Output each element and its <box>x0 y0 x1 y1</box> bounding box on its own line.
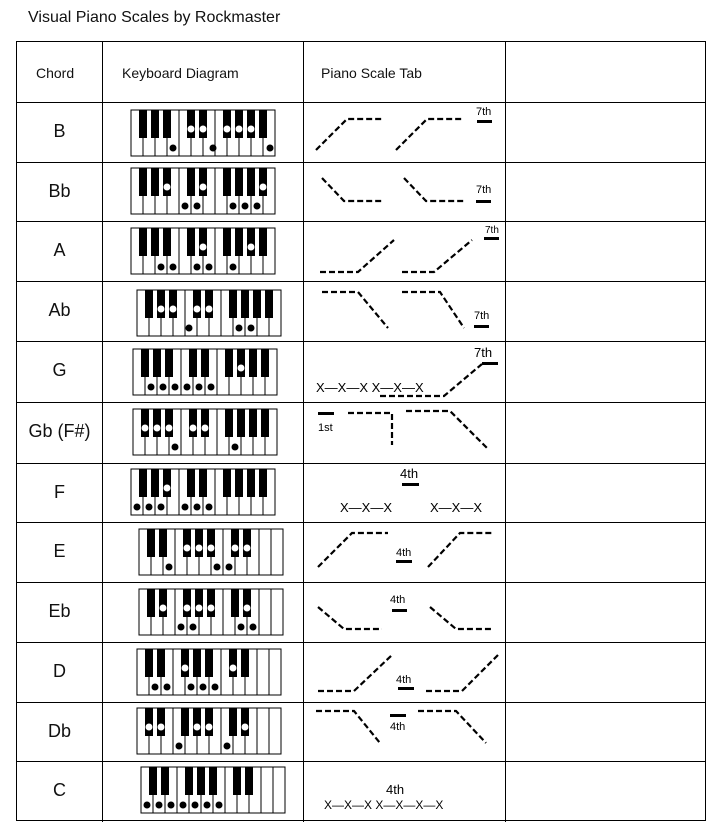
keyboard-diagram <box>103 762 303 822</box>
chord-cell <box>17 523 103 582</box>
notes-cell <box>506 282 705 341</box>
keyboard-diagram <box>103 163 303 222</box>
keyboard-cell <box>103 342 304 402</box>
tab-cell <box>304 342 506 402</box>
scales-table <box>16 41 706 821</box>
scale-tab <box>304 643 506 703</box>
tab-notes: X—X—X X—X—X—X <box>324 798 444 812</box>
table-row <box>17 163 705 222</box>
header-keyboard: Keyboard Diagram <box>122 65 239 81</box>
chord-name: F <box>54 482 65 502</box>
scale-tab <box>304 342 506 403</box>
keyboard-diagram <box>103 703 303 762</box>
keyboard-cell <box>103 282 304 341</box>
table-row <box>17 703 705 762</box>
chord-cell <box>17 643 103 702</box>
keyboard-diagram <box>103 222 303 282</box>
tab-notes-right: X—X—X <box>430 500 483 515</box>
notes-cell <box>506 464 705 522</box>
chord-name: Bb <box>48 181 71 201</box>
notes-cell <box>506 703 705 761</box>
header-tab-cell <box>304 42 506 102</box>
keyboard-diagram <box>103 403 303 464</box>
chord-name: Db <box>47 721 71 741</box>
chord-cell <box>17 103 103 162</box>
keyboard-diagram <box>103 464 303 523</box>
chord-cell <box>17 762 103 822</box>
keyboard-cell <box>103 523 304 582</box>
scale-tab <box>304 222 506 282</box>
keyboard-cell <box>103 103 304 162</box>
tab-label: 4th <box>390 594 406 606</box>
tab-label: 4th <box>396 547 412 559</box>
tab-label: 4th <box>400 466 419 481</box>
table-row <box>17 762 705 822</box>
chord-cell <box>17 282 103 341</box>
tab-label: 4th <box>390 721 406 733</box>
tab-label: 7th <box>474 345 493 360</box>
tab-cell <box>304 523 506 582</box>
keyboard-diagram <box>103 523 303 583</box>
header-tab: Piano Scale Tab <box>321 65 422 81</box>
tab-label: 7th <box>474 310 490 322</box>
chord-name: Eb <box>48 601 71 621</box>
notes-cell <box>506 163 705 221</box>
tab-notes: X—X—X X—X—X <box>316 380 424 395</box>
keyboard-cell <box>103 222 304 281</box>
table-row <box>17 222 705 282</box>
keyboard-cell <box>103 703 304 761</box>
tab-label: 1st <box>318 422 333 434</box>
scale-tab <box>304 583 506 643</box>
scale-tab <box>304 403 506 464</box>
keyboard-diagram <box>103 342 303 403</box>
header-keyboard-cell <box>103 42 304 102</box>
tab-notes-left: X—X—X <box>340 500 393 515</box>
scale-tab <box>304 464 506 523</box>
table-row <box>17 342 705 403</box>
keyboard-cell <box>103 762 304 822</box>
chord-name: Gb (F#) <box>28 421 91 441</box>
tab-label: 7th <box>476 184 492 196</box>
tab-cell <box>304 464 506 522</box>
tab-label: 7th <box>485 225 499 236</box>
tab-cell <box>304 282 506 341</box>
keyboard-cell <box>103 643 304 702</box>
tab-cell <box>304 583 506 642</box>
notes-cell <box>506 523 705 582</box>
chord-name: C <box>53 780 66 800</box>
header-row <box>17 42 705 103</box>
tab-label: 4th <box>386 782 405 797</box>
notes-cell <box>506 403 705 463</box>
tab-label: 4th <box>396 674 412 686</box>
tab-cell <box>304 163 506 221</box>
keyboard-cell <box>103 163 304 221</box>
notes-cell <box>506 222 705 281</box>
table-row <box>17 103 705 163</box>
keyboard-diagram <box>103 282 303 342</box>
tab-cell <box>304 403 506 463</box>
chord-cell <box>17 163 103 221</box>
keyboard-diagram <box>103 583 303 643</box>
chord-cell <box>17 342 103 402</box>
keyboard-diagram <box>103 103 303 163</box>
notes-cell <box>506 643 705 702</box>
notes-cell <box>506 762 705 822</box>
chord-cell <box>17 464 103 522</box>
table-row <box>17 403 705 464</box>
notes-cell <box>506 583 705 642</box>
tab-label: 7th <box>476 106 492 118</box>
scale-tab <box>304 163 506 222</box>
scale-tab <box>304 282 506 342</box>
header-empty-cell <box>506 42 705 102</box>
scale-tab <box>304 703 506 762</box>
chord-cell <box>17 403 103 463</box>
keyboard-cell <box>103 464 304 522</box>
scale-tab <box>304 762 506 822</box>
chord-name: Ab <box>48 300 71 320</box>
chord-cell <box>17 222 103 281</box>
scale-tab <box>304 103 506 163</box>
header-chord-cell <box>17 42 103 102</box>
notes-cell <box>506 103 705 162</box>
chord-name: D <box>53 661 66 681</box>
tab-cell <box>304 643 506 702</box>
table-row <box>17 583 705 643</box>
tab-cell <box>304 762 506 822</box>
chord-name: B <box>53 121 66 141</box>
tab-cell <box>304 222 506 281</box>
page-title: Visual Piano Scales by Rockmaster <box>28 9 281 26</box>
table-row <box>17 523 705 583</box>
keyboard-diagram <box>103 643 303 703</box>
table-row <box>17 282 705 342</box>
chord-cell <box>17 703 103 761</box>
notes-cell <box>506 342 705 402</box>
chord-name: E <box>53 541 66 561</box>
keyboard-cell <box>103 583 304 642</box>
header-chord: Chord <box>36 65 75 81</box>
table-row <box>17 464 705 523</box>
chord-name: A <box>53 240 66 260</box>
scale-tab <box>304 523 506 583</box>
chord-name: G <box>52 360 67 380</box>
keyboard-cell <box>103 403 304 463</box>
tab-cell <box>304 703 506 761</box>
tab-cell <box>304 103 506 162</box>
chord-cell <box>17 583 103 642</box>
table-row <box>17 643 705 703</box>
